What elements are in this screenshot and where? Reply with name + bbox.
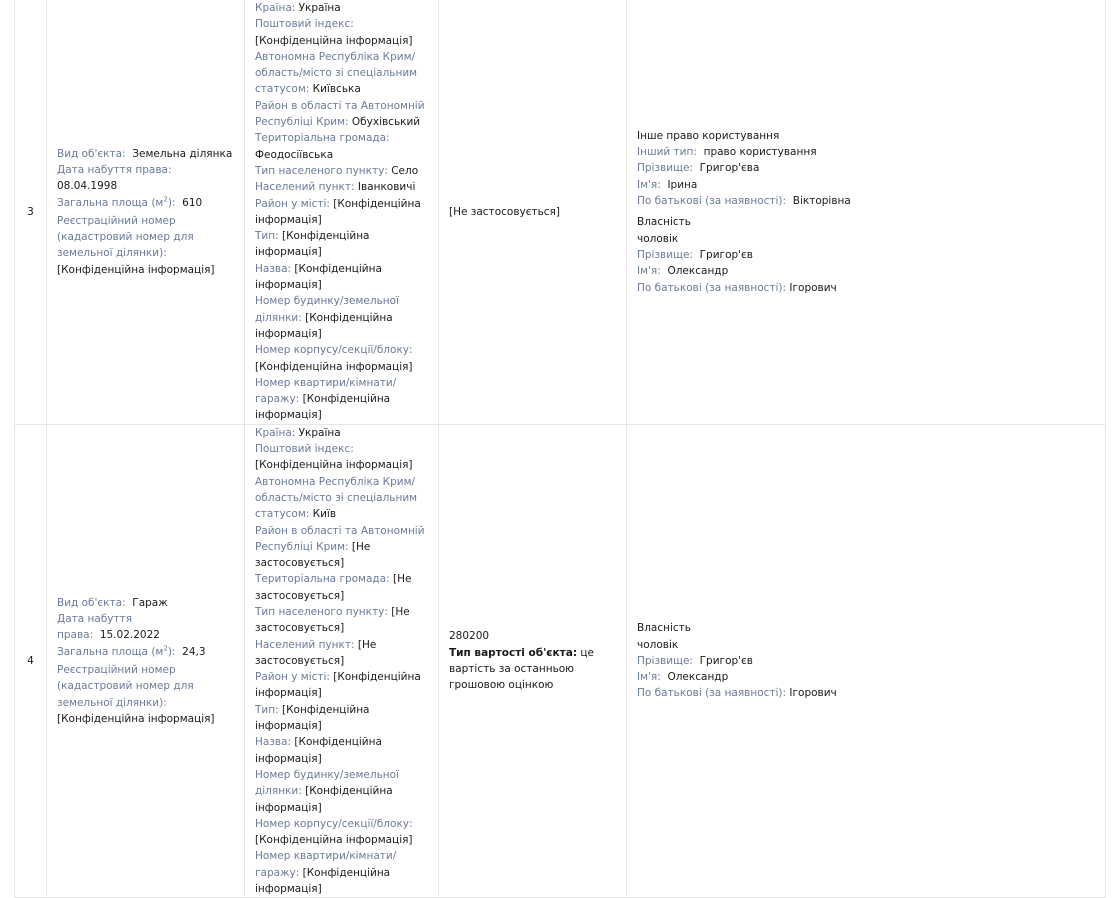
object-type-value: Гараж [132,596,168,609]
right-field: Ім'я: Ірина [637,178,698,191]
acquire-date-value: 08.04.1998 [57,180,118,193]
cost-value: 280200 [449,630,490,643]
right-block [637,128,1095,209]
address-field: Район в області та Автономній Республіці Крим: Обухівський [255,99,425,129]
address-field: Район у місті: [Конфіденційна інформація] [255,671,421,700]
rights-cell [627,0,1106,424]
cost-value: [Не застосовується] [449,205,560,218]
address-field: Назва: [Конфіденційна інформація] [255,736,382,765]
address-field: Номер корпусу/секції/блоку: [Конфіденційна інформація] [255,344,413,373]
right-field: Ім'я: Олександр [637,671,729,684]
rights-cell [627,424,1106,898]
cost-cell [439,424,627,898]
right-field: По батькові (за наявності): Ігорович [637,281,837,294]
acquire-date-label: Дата набуття права: [57,163,172,176]
row-number: 4 [15,424,47,898]
address-field: Поштовий індекс: [Конфіденційна інформація] [255,18,413,47]
address-field: Номер корпусу/секції/блоку: [Конфіденційна інформація] [255,817,413,847]
address-field: Територіальна громада: [Не застосовується] [255,573,412,602]
address-field: Тип населеного пункту: Село [255,164,419,177]
area-value: 24,3 [182,645,206,658]
area-value: 610 [182,196,203,209]
right-block [637,214,1095,295]
address-field: Автономна Республіка Крим/ область/місто зі спеціальним статусом: Київська [255,50,418,96]
object-cell [47,424,245,898]
right-subtitle: чоловік [637,232,679,245]
address-field: Тип: [Конфіденційна інформація] [255,703,370,733]
table-row [15,424,1106,898]
reg-number-label: Реєстраційний номер (кадастровий номер для земельної ділянки): [57,664,194,709]
address-field: Номер будинку/земельної ділянки: [Конфіденційна інформація] [255,295,399,340]
address-cell [245,0,439,424]
right-title: Інше право користування [637,129,780,142]
cost-type-label: Тип вартості об'єкта: [449,646,578,659]
address-field: Країна: Україна [255,2,341,14]
address-cell [245,424,439,898]
object-type-label: Вид об'єкта: [57,147,126,160]
right-field: Прізвище: Григор'єв [637,654,753,667]
address-field: Населений пункт: Іванковичі [255,181,416,194]
address-field: Територіальна громада: Феодосіївська [255,132,390,161]
right-field: Прізвище: Григор'єва [637,162,760,175]
address-field: Район в області та Автономній Республіці Крим: [Не застосовується] [255,524,425,570]
acquire-date-label: Дата набуття права: [57,613,133,642]
address-field: Тип: [Конфіденційна інформація] [255,230,370,259]
reg-number-value: [Конфіденційна інформація] [57,712,215,725]
area-label: Загальна площа $(м^2)$: [57,644,176,658]
address-field: Номер будинку/земельної ділянки: [Конфіденційна інформація] [255,768,399,814]
reg-number-value: [Конфіденційна інформація] [57,263,215,276]
right-subtitle: чоловік [637,638,679,651]
area-label: Загальна площа $(м^2)$: [57,195,176,209]
table-row [15,0,1106,424]
object-cell [47,0,245,424]
address-field: Тип населеного пункту: [Не застосовується] [255,605,410,635]
right-title: Власність [637,622,691,635]
row-number: 3 [15,0,47,424]
address-field: Поштовий індекс: [Конфіденційна інформація] [255,443,413,472]
address-field: Країна: Україна [255,426,341,439]
right-title: Власність [637,216,691,229]
address-field: Район у місті: [Конфіденційна інформація] [255,197,421,226]
object-type-value: Земельна ділянка [132,147,233,160]
right-field: Інший тип: право користування [637,146,817,159]
right-field: По батькові (за наявності): Вікторівна [637,195,851,208]
right-field: Прізвище: Григор'єв [637,248,753,261]
cost-cell [439,0,627,424]
address-field: Номер квартири/кімнати/гаражу: [Конфіденційна інформація] [255,850,397,896]
object-type-label: Вид об'єкта: [57,596,126,609]
address-field: Номер квартири/кімнати/гаражу: [Конфіденційна інформація] [255,376,397,422]
address-field: Назва: [Конфіденційна інформація] [255,262,382,292]
acquire-date-value: 15.02.2022 [99,629,160,642]
address-field: Населений пункт: [Не застосовується] [255,638,377,667]
right-field: По батькові (за наявності): Ігорович [637,687,837,700]
property-table [14,0,1106,898]
address-field: Автономна Республіка Крим/ область/місто зі спеціальним статусом: Київ [255,475,418,521]
right-field: Ім'я: Олександр [637,265,729,278]
reg-number-label: Реєстраційний номер (кадастровий номер для земельної ділянки): [57,214,194,260]
right-block [637,620,1095,701]
cost-type-value: це вартість за останньою грошовою оцінкою [449,646,594,692]
